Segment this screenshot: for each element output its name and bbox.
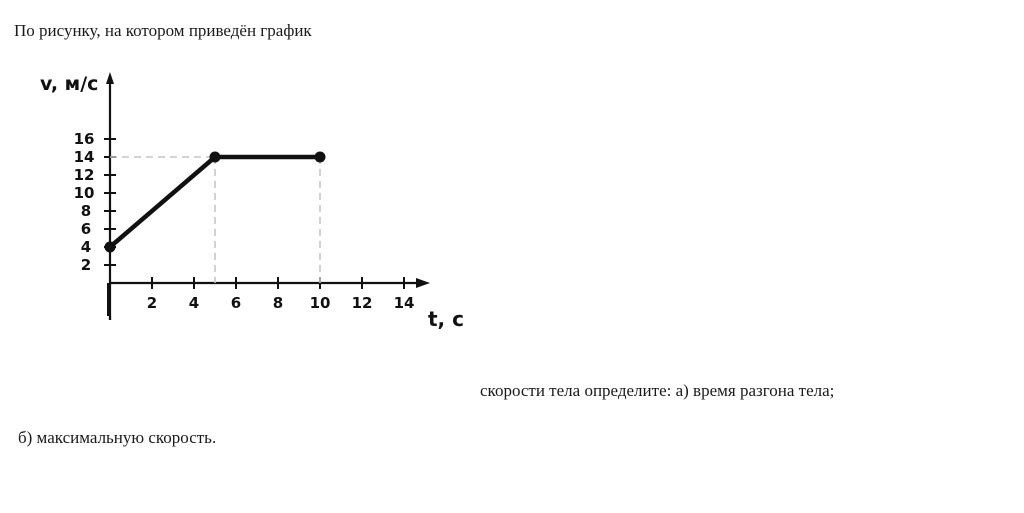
problem-text-line-1: По рисунку, на котором приведён график bbox=[14, 21, 312, 40]
data-point-start bbox=[105, 242, 116, 253]
y-tick-label-10: 10 bbox=[73, 184, 95, 202]
x-tick-label-6: 6 bbox=[230, 294, 242, 312]
velocity-time-graph-figure bbox=[10, 58, 470, 358]
x-tick-label-12: 12 bbox=[351, 294, 373, 312]
x-axis-label: t, c bbox=[428, 307, 464, 331]
y-tick-label-2: 2 bbox=[80, 256, 92, 274]
x-tick-label-8: 8 bbox=[272, 294, 284, 312]
y-axis-label: v, м/с bbox=[40, 73, 99, 95]
graph-svg bbox=[10, 58, 470, 358]
y-tick-label-16: 16 bbox=[73, 130, 95, 148]
y-tick-label-8: 8 bbox=[80, 202, 92, 220]
x-tick-label-2: 2 bbox=[146, 294, 158, 312]
y-tick-label-14: 14 bbox=[73, 148, 95, 166]
y-tick-label-12: 12 bbox=[73, 166, 95, 184]
problem-text-line-2: скорости тела определите: а) время разгона тела; bbox=[480, 381, 835, 400]
problem-text-line-3: б) максимальную скорость. bbox=[18, 428, 217, 447]
x-tick-label-14: 14 bbox=[393, 294, 415, 312]
x-tick-label-10: 10 bbox=[309, 294, 331, 312]
x-tick-label-4: 4 bbox=[188, 294, 200, 312]
data-point-end bbox=[315, 152, 326, 163]
y-tick-label-4: 4 bbox=[80, 238, 92, 256]
y-axis-arrow-icon bbox=[106, 72, 114, 84]
y-tick-label-6: 6 bbox=[80, 220, 92, 238]
data-point-knee bbox=[210, 152, 221, 163]
x-axis-arrow-icon bbox=[416, 278, 430, 288]
